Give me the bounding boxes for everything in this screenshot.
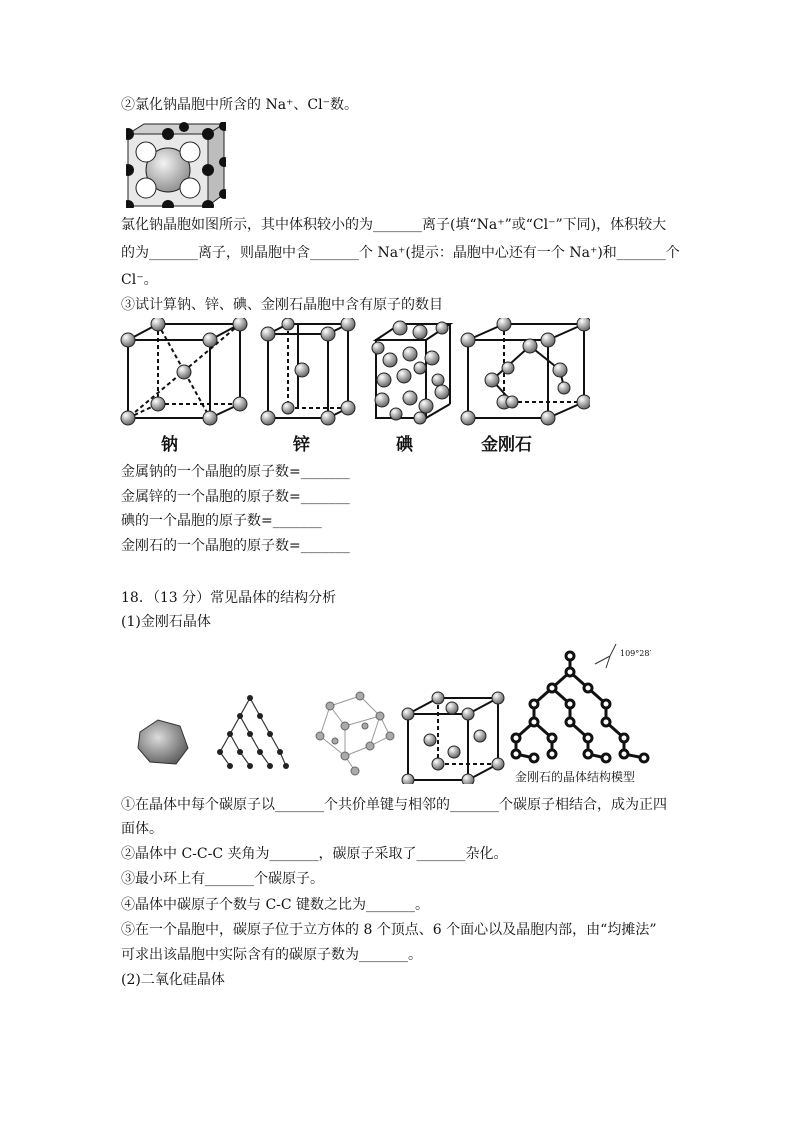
raw-diamond-image — [138, 720, 188, 764]
diamond-q4: ④晶体中碳原子个数与 C-C 键数之比为_______。 — [121, 897, 430, 913]
nacl-description-line-2: 的为_______离子，则晶胞中含_______个 Na⁺(提示：晶胞中心还有一个 Na⁺)和_______个 — [121, 245, 680, 261]
label-iodine: 碘 — [396, 435, 413, 455]
diamond-q1-line-2: 面体。 — [121, 821, 163, 837]
question-18-title: 18．（13 分）常见晶体的结构分析 — [121, 590, 337, 606]
answer-iodine: 碘的一个晶胞的原子数=_______ — [121, 513, 322, 529]
diamond-subsection-title: (1)金刚石晶体 — [121, 614, 211, 630]
unit-cell-question-title: ③试计算钠、锌、碘、金刚石晶胞中含有原子的数目 — [121, 297, 443, 313]
diamond-q2: ②晶体中 C-C-C 夹角为_______，碳原子采取了_______杂化。 — [121, 846, 508, 862]
answer-zinc: 金属锌的一个晶胞的原子数=_______ — [121, 489, 350, 505]
diamond-q5-line-2: 可求出该晶胞中实际含有的碳原子数为_______。 — [121, 947, 422, 963]
silica-subsection-title: (2)二氧化硅晶体 — [121, 972, 225, 988]
answer-diamond: 金刚石的一个晶胞的原子数=_______ — [121, 538, 350, 554]
label-diamond: 金刚石 — [481, 435, 532, 455]
label-sodium: 钠 — [161, 435, 178, 455]
nacl-description-line-3: Cl⁻。 — [121, 272, 158, 288]
diamond-q3: ③最小环上有_______个碳原子。 — [121, 871, 324, 887]
nacl-description-line-1: 氯化钠晶胞如图所示，其中体积较小的为_______离子(填“Na⁺”或“Cl⁻”下同)，体积较大 — [121, 217, 667, 233]
diamond-model-caption: 金刚石的晶体结构模型 — [515, 770, 636, 784]
nacl-unit-cell-figure — [126, 122, 226, 208]
nacl-question-title: ②氯化钠晶胞中所含的 Na⁺、Cl⁻数。 — [121, 97, 359, 113]
bond-angle-label: 109°28′ — [620, 649, 652, 658]
label-zinc: 锌 — [293, 435, 310, 455]
diamond-structure-figures — [130, 636, 665, 784]
diamond-q5-line-1: ⑤在一个晶胞中，碳原子位于立方体的 8 个顶点、6 个面心以及晶胞内部，由“均摊法” — [121, 922, 657, 938]
unit-cells-figure — [120, 318, 590, 426]
diamond-q1-line-1: ①在晶体中每个碳原子以_______个共价单键与相邻的_______个碳原子相结合，成为正四 — [121, 797, 667, 813]
answer-sodium: 金属钠的一个晶胞的原子数=_______ — [121, 464, 350, 480]
